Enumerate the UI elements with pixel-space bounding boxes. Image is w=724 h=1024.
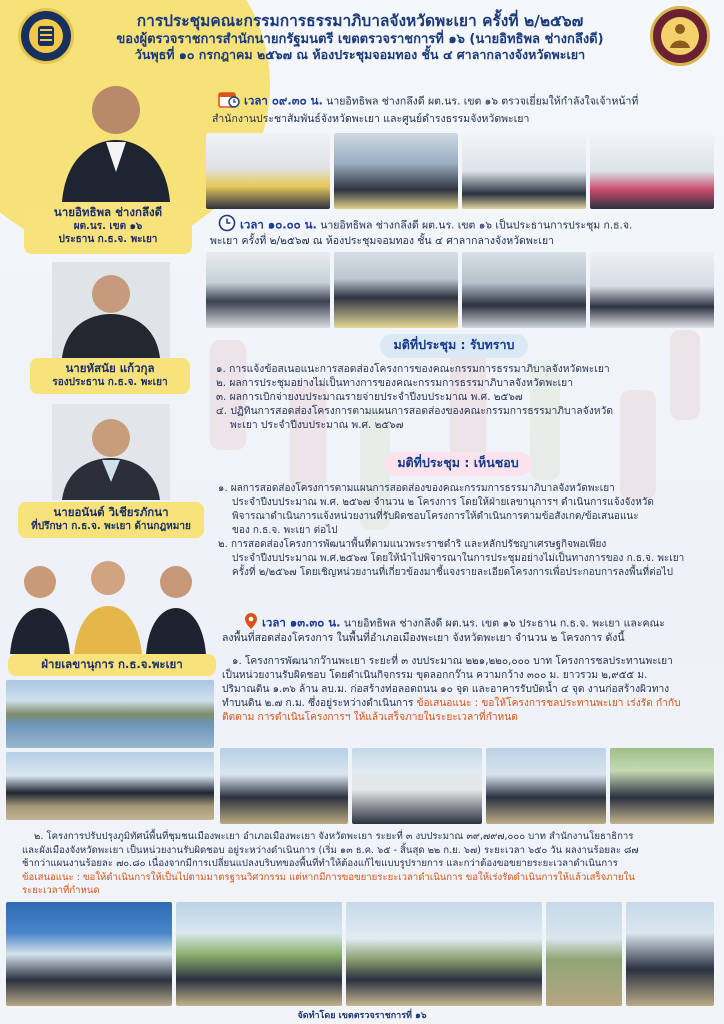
header-subtitle: ของผู้ตรวจราชการสำนักนายกรัฐมนตรี เขตตรวจราชการที่ ๑๖ (นายอิทธิพล ช่างกลึงดี) (116, 32, 604, 47)
event-photo (176, 902, 342, 1006)
event-photo (334, 133, 458, 209)
advisor-photo (52, 404, 170, 500)
list-item: พิจารณาดำเนินการแจ้งหน่วยงานที่รับผิดชอบโครงการให้ดำเนินการตามข้อสังเกต/ข้อเสนอแนะ (232, 511, 639, 522)
event-1330-cont: ลงพื้นที่สอดส่องโครงการ ในพื้นที่อำเภอเมืองพะเยา จังหวัดพะเยา จำนวน ๒ โครงการ ดังนี้ (222, 632, 625, 644)
list-item: ๑. ผลการสอดส่องโครงการตามแผนการสอดส่องของคณะกรรมการธรรมาภิบาลจังหวัดพะเยา (218, 483, 615, 494)
site-group-photo (6, 752, 214, 820)
event-photo (220, 748, 348, 824)
list-item: ๓. ผลการเบิกจ่ายงบประมาณรายจ่ายประจำปีงบประมาณ พ.ศ. ๒๕๖๗ (216, 391, 523, 403)
vice-chairman-name-card (30, 358, 190, 394)
buddha-seal-logo (650, 6, 710, 66)
resolution-approve-list (218, 482, 720, 580)
event-photo (352, 748, 482, 824)
project-line-text: ทำบนดิน ๒.๗ ก.ม. ซึ่งอยู่ระหว่างดำเนินการ (222, 698, 417, 709)
person-name: ฝ่ายเลขานุการ ก.ธ.จ.พะเยา (41, 657, 183, 671)
event-photo (590, 133, 714, 209)
secretariat-photo (4, 548, 212, 654)
project-line: และผังเมืองจังหวัดพะเยา เป็นหน่วยงานรับผิดชอบ อยู่ระหว่างดำเนินการ (เริ่ม ๑๓ ธ.ค. ๖๕ - สิ้นสุด ๒๒ ก.ย. ๖๗) ระยะเวลา ๖๕๐ วัน ผลงานร้อยละ ๘๗ (22, 844, 639, 856)
vice-chairman-photo (52, 262, 170, 358)
event-photo (346, 902, 542, 1006)
list-item: ๑. การแจ้งข้อสเนอแนะการสอดส่องโครงการของคณะกรรมการธรรมาภิบาลจังหวัดพะเยา (216, 363, 610, 375)
footer-credit: จัดทำโดย เขตตรวจราชการที่ ๑๖ (297, 1011, 427, 1021)
list-item: ๒. ผลการประชุมอย่างไม่เป็นทางการของคณะกรรมการธรรมาภิบาลจังหวัดพะเยา (216, 377, 573, 389)
person-name: นายอนันต์ วิเชียรภักนา (53, 505, 169, 519)
event-photo (546, 902, 622, 1006)
advisor-name-card (18, 502, 204, 538)
event-1000-cont: พะเยา ครั้งที่ ๒/๒๕๖๗ ณ ห้องประชุมจอมทอง ชั้น ๔ ศาลากลางจังหวัดพะเยา (210, 235, 555, 247)
event-0930 (218, 90, 718, 113)
event-photo (462, 133, 586, 209)
list-item: ครั้งที่ ๒/๒๕๖๗ โดยเชิญหน่วยงานที่เกี่ยวข้องมาชี้แจงรายละเอียดโครงการเพื่อประกอบการลงพื้นที่ต่อไป (232, 567, 673, 578)
event-photo (462, 252, 586, 328)
event-time: เวลา ๑๓.๓๐ น. (262, 615, 341, 630)
person-position: ประธาน ก.ธ.จ. พะเยา (58, 234, 158, 245)
event-photo (590, 252, 714, 328)
event-0930-cont: สำนักงานประชาสัมพันธ์จังหวัดพะเยา และศูนย์ดำรงธรรมจังหวัดพะเยา (212, 113, 530, 125)
project-2-suggestion: ข้อเสนอแนะ : ขอให้ดำเนินการให้เป็นไปตามมาตรฐานวิศวกรรม แต่หากมีการขอขยายระยะเวลาดำเนินการ ขอให้เร่งรัดดำเนินการให้แล้วเสร็จภายใน (22, 871, 635, 883)
project-line (222, 697, 720, 711)
event-photo (206, 133, 330, 209)
event-photo (6, 902, 172, 1006)
photo-strip-visit (206, 133, 718, 209)
lake-photo (6, 680, 214, 748)
person-position: ผต.นร. เขต ๑๖ (73, 221, 143, 232)
list-item: ๔. ปฏิทินการสอดส่องโครงการตามแผนการสอดส่องของคณะกรรมการธรรมาภิบาลจังหวัด (216, 405, 614, 417)
event-text: นายอิทธิพล ช่างกลึงดี ผต.นร. เขต ๑๖ ตรวจเยี่ยมให้กำลังใจเจ้าหน้าที่ (322, 95, 639, 108)
clock-calendar-icon (218, 90, 240, 113)
list-item: พะเยา ประจำปีงบประมาณ พ.ศ. ๒๕๖๗ (230, 419, 404, 431)
secretariat-name-card (8, 654, 216, 676)
event-time: เวลา ๑๐.๐๐ น. (240, 217, 317, 232)
event-photo (626, 902, 714, 1006)
project-line: ช้ากว่าแผนงานร้อยละ ๗๐.๘๐ เนื่องจากมีการเปลี่ยนแปลงบริบทของพื้นที่ทำให้ต้องแก้ไขแบบรูปรายการ และกว่าต้องขอขยายระยะเวลาดำเนินการ (22, 858, 618, 869)
event-photo (334, 252, 458, 328)
photo-strip-project-2 (6, 902, 718, 1006)
person-position: รองประธาน ก.ธ.จ. พะเยา (52, 377, 168, 388)
project-2-description (22, 830, 720, 898)
person-name: นายอิทธิพล ช่างกลึงดี (53, 205, 163, 219)
project-line: ๑. โครงการพัฒนากว๊านพะเยา ระยะที่ ๓ งบประมาณ ๒๒๑,๒๒๐,๐๐๐ บาท โครงการชลประทานพะเยา (232, 656, 673, 667)
project-line: ปริมาณดิน ๑.๓๖ ล้าน ลบ.ม. ก่อสร้างท่อลอดถนน ๑๐ จุด และอาคารรับบัดน้ำ ๔ จุด งานก่อสร้างผิวทาง (222, 684, 670, 695)
resolution-acknowledge-title: มติที่ประชุม : รับทราบ (380, 334, 528, 358)
list-item: ประจำปีงบประมาณ พ.ศ. ๒๕๖๗ จำนวน ๒ โครงการ โดยให้ฝ่ายเลขานุการฯ ดำเนินการแจ้งจังหวัด (232, 497, 654, 508)
chairman-photo (52, 72, 180, 202)
emblem-logo (18, 8, 74, 64)
person-position: ที่ปรึกษา ก.ธ.จ. พะเยา ด้านกฎหมาย (31, 521, 191, 532)
event-photo (206, 252, 330, 328)
project-1-suggestion-cont: ติดตาม การดำเนินโครงการฯ ให้แล้วเสร็จภายในระยะเวลาที่กำหนด (222, 712, 518, 723)
photo-strip-meeting (206, 252, 718, 328)
project-line: ๒. โครงการปรับปรุงภูมิทัศน์พื้นที่ชุมชนเมืองพะเยา อำเภอเมืองพะเยา จังหวัดพะเยา ระยะที่ ๓ งบประมาณ ๓๙,๗๙๗,๐๐๐ บาท สำนักงานโยธาธิการ (34, 831, 634, 842)
header-date-location: วันพุธที่ ๑๐ กรกฎาคม ๒๕๖๗ ณ ห้องประชุมจอมทอง ชั้น ๔ ศาลากลางจังหวัดพะเยา (134, 47, 586, 62)
event-photo (486, 748, 606, 824)
list-item: ประจำปีงบประมาณ พ.ศ.๒๕๖๗ โดยให้นำไปพิจารณาในการประชุมอย่างไม่เป็นทางการของ ก.ธ.จ. พะเยา (232, 553, 685, 564)
project-line: เป็นหน่วยงานรับผิดชอบ โดยดำเนินกิจกรรม ขุดลอกกว๊าน ความกว้าง ๓๐๐ ม. ยาวรวม ๒,๙๕๕ ม. (222, 670, 648, 681)
event-text: นายอิทธิพล ช่างกลึงดี ผต.นร. เขต ๑๖ ประธาน ก.ธ.จ. พะเยา และคณะ (340, 617, 665, 630)
list-item: ๒. การสอดส่องโครงการพัฒนาพื้นที่ตามแนวพระราชดำริ และหลักปรัชญาเศรษฐกิจพอเพียง (218, 539, 607, 550)
project-1-description (222, 655, 720, 725)
event-text: นายอิทธิพล ช่างกลึงดี ผต.นร. เขต ๑๖ เป็นประธานการประชุม ก.ธ.จ. (316, 219, 633, 232)
resolution-acknowledge-list (216, 362, 716, 432)
event-photo (610, 748, 714, 824)
resolution-approve-title: มติที่ประชุม : เห็นชอบ (384, 452, 532, 476)
person-name: นายหัสนัย แก้วกุล (65, 361, 155, 375)
project-2-suggestion-cont: ระยะเวลาที่กำหนด (22, 885, 100, 896)
event-time: เวลา ๐๙.๓๐ น. (244, 93, 323, 108)
header-title: การประชุมคณะกรรมการธรรมาภิบาลจังหวัดพะเยา ครั้งที่ ๒/๒๕๖๗ (136, 12, 584, 30)
chairman-name-card (24, 202, 192, 254)
project-1-suggestion: ข้อเสนอแนะ : ขอให้โครงการชลประทานพะเยา เร่งรัด กำกับ (416, 698, 681, 709)
list-item: ของ ก.ธ.จ. พะเยา ต่อไป (232, 525, 338, 536)
photo-strip-site-visit (220, 748, 718, 824)
